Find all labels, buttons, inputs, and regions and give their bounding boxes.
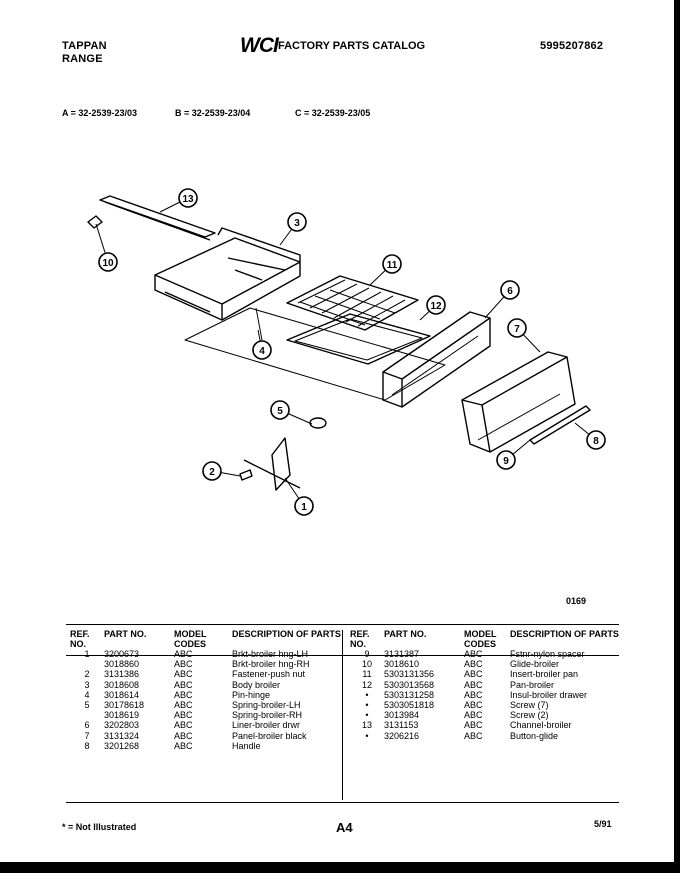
cell-desc: Liner-broiler drwr xyxy=(232,720,301,731)
table-row xyxy=(350,649,620,659)
table-row xyxy=(70,649,342,659)
cell-ref: 5 xyxy=(84,700,90,711)
cell-desc: Spring-broiler-LH xyxy=(232,700,301,711)
callout-label-11: 11 xyxy=(386,260,398,271)
cell-model: ABC xyxy=(464,649,483,659)
col-desc: DESCRIPTION OF PARTS xyxy=(232,629,341,639)
cell-ref: 8 xyxy=(84,740,90,751)
table-row xyxy=(70,741,342,751)
model-b: B = 32-2539-23/04 xyxy=(175,108,251,118)
callout-label-1: 1 xyxy=(301,502,307,513)
callout-label-10: 10 xyxy=(102,258,114,269)
cell-ref xyxy=(70,659,104,669)
cell-desc: Body broiler xyxy=(232,679,281,690)
cell-part: 3206216 xyxy=(384,730,420,741)
cell-ref: 7 xyxy=(84,730,90,741)
cell-part: 3201268 xyxy=(104,740,140,751)
cell-ref: 4 xyxy=(84,689,90,700)
table-row xyxy=(70,690,342,700)
table-row xyxy=(350,700,620,710)
cell-desc: Fstnr-nylon spacer xyxy=(510,649,585,659)
cell-part: 3018610 xyxy=(384,659,420,670)
cell-model: ABC xyxy=(464,730,483,741)
table-row xyxy=(350,690,620,700)
cell-ref: 6 xyxy=(84,720,90,731)
cell-desc: Spring-broiler-RH xyxy=(232,710,303,721)
cell-desc: Pin-hinge xyxy=(232,689,271,700)
model-c: C = 32-2539-23/05 xyxy=(295,108,371,118)
col-part: PART NO. xyxy=(384,629,427,639)
fastener-shape xyxy=(240,470,252,480)
channel-broiler-shape xyxy=(100,196,215,237)
cell-ref: 3 xyxy=(84,679,90,690)
cell-model: ABC xyxy=(174,740,193,751)
cell-model: ABC xyxy=(174,710,193,721)
cell-desc: Button-glide xyxy=(510,730,559,741)
cell-model: ABC xyxy=(174,720,193,731)
callout-label-12: 12 xyxy=(430,301,442,312)
callout-label-9: 9 xyxy=(503,456,509,467)
table-row xyxy=(70,710,342,720)
cell-ref: 13 xyxy=(361,720,372,731)
product-type: RANGE xyxy=(62,53,103,65)
catalog-number: 5995207862 xyxy=(540,40,604,52)
callout-label-6: 6 xyxy=(507,286,513,297)
col-ref: REF. NO. xyxy=(350,629,370,649)
col-model: MODEL CODES xyxy=(464,629,497,649)
table-row xyxy=(350,659,620,669)
cell-desc: Channel-broiler xyxy=(510,720,572,731)
cell-ref xyxy=(70,710,104,720)
cell-desc: Insert-broiler pan xyxy=(510,669,579,680)
cell-model: ABC xyxy=(174,649,193,659)
button-glide-shape xyxy=(88,216,102,228)
page-number: A4 xyxy=(336,820,353,835)
table-row xyxy=(350,680,620,690)
cell-ref: 10 xyxy=(361,659,372,670)
callout-label-3: 3 xyxy=(294,218,300,229)
cell-ref: 11 xyxy=(362,669,372,680)
cell-ref: • xyxy=(365,710,369,721)
cell-desc: Pan-broiler xyxy=(510,679,555,690)
parts-table-right xyxy=(350,629,620,741)
revision-date: 5/91 xyxy=(594,819,612,829)
brand-name: TAPPAN xyxy=(62,40,107,52)
cell-part: 3131386 xyxy=(104,669,140,680)
cell-ref: • xyxy=(365,700,369,711)
insert-broiler-pan-shape xyxy=(287,276,418,330)
table-header-row xyxy=(70,629,342,649)
table-top-rule xyxy=(66,624,619,625)
cell-part: 5303131356 xyxy=(384,669,435,680)
catalog-title: FACTORY PARTS CATALOG xyxy=(278,40,426,52)
cell-part: 3018860 xyxy=(104,659,140,670)
diagram-code: 0169 xyxy=(566,596,587,606)
cell-model: ABC xyxy=(464,669,483,680)
table-row xyxy=(70,680,342,690)
cell-desc: Screw (7) xyxy=(510,700,549,711)
cell-desc: Fastener-push nut xyxy=(232,669,306,680)
cell-desc: Brkt-broiler hng-LH xyxy=(232,649,309,659)
cell-part: 3018614 xyxy=(104,689,140,700)
cell-ref: 12 xyxy=(361,679,372,690)
cell-model: ABC xyxy=(464,720,483,731)
cell-ref: 1 xyxy=(84,649,90,659)
cell-part: 5303051818 xyxy=(384,700,435,711)
cell-model: ABC xyxy=(174,669,193,680)
callout-label-4: 4 xyxy=(259,346,265,357)
cell-ref: 2 xyxy=(84,669,90,680)
table-row xyxy=(350,710,620,720)
table-row xyxy=(70,669,342,679)
cell-part: 3018619 xyxy=(104,710,140,721)
cell-part: 5303013568 xyxy=(384,679,435,690)
cell-desc: Panel-broiler black xyxy=(232,730,307,741)
cell-model: ABC xyxy=(174,679,193,690)
callout-label-5: 5 xyxy=(277,406,283,417)
cell-desc: Brkt-broiler hng-RH xyxy=(232,659,310,670)
cell-part: 3018608 xyxy=(104,679,140,690)
callout-label-7: 7 xyxy=(514,324,520,335)
scan-border-right xyxy=(674,0,680,873)
col-part: PART NO. xyxy=(104,629,147,639)
cell-desc: Screw (2) xyxy=(510,710,549,721)
cell-model: ABC xyxy=(174,659,193,670)
cell-part: 5303131258 xyxy=(384,689,435,700)
cell-part: 3200673 xyxy=(104,649,140,659)
cell-ref: • xyxy=(365,730,369,741)
footnote: * = Not Illustrated xyxy=(62,822,137,832)
cell-model: ABC xyxy=(464,710,483,721)
cell-model: ABC xyxy=(464,689,483,700)
panel-broiler-shape xyxy=(383,312,490,379)
cell-part: 3202803 xyxy=(104,720,140,731)
table-row xyxy=(70,720,342,730)
callout-label-13: 13 xyxy=(182,194,194,205)
cell-part: 3131387 xyxy=(384,649,420,659)
table-header-row xyxy=(350,629,620,649)
cell-part: 3131153 xyxy=(384,720,419,731)
cell-model: ABC xyxy=(174,730,193,741)
cell-desc: Handle xyxy=(232,740,261,751)
table-divider xyxy=(342,630,343,800)
cell-part: 3013984 xyxy=(384,710,420,721)
exploded-parts-diagram xyxy=(0,120,680,570)
cell-ref: • xyxy=(365,689,369,700)
callout-label-2: 2 xyxy=(209,467,215,478)
scan-border-bottom xyxy=(0,862,680,873)
parts-table-left xyxy=(70,629,342,751)
cell-model: ABC xyxy=(174,689,193,700)
table-row xyxy=(70,700,342,710)
table-row xyxy=(350,731,620,741)
callout-label-8: 8 xyxy=(593,436,599,447)
cell-part: 3131324 xyxy=(104,730,140,741)
table-row xyxy=(350,669,620,679)
wci-logo: WCI xyxy=(240,34,278,57)
handle-shape xyxy=(462,352,567,405)
table-bottom-rule xyxy=(66,802,619,803)
cell-part: 30178618 xyxy=(104,700,145,711)
model-a: A = 32-2539-23/03 xyxy=(62,108,137,118)
cell-model: ABC xyxy=(464,700,483,711)
cell-model: ABC xyxy=(464,659,483,670)
col-model: MODEL CODES xyxy=(174,629,207,649)
cell-desc: Insul-broiler drawer xyxy=(510,689,588,700)
col-desc: DESCRIPTION OF PARTS xyxy=(510,629,619,639)
cell-desc: Glide-broiler xyxy=(510,659,560,670)
cell-model: ABC xyxy=(464,679,483,690)
table-row xyxy=(350,720,620,730)
spring-shape xyxy=(310,418,326,428)
table-row xyxy=(70,731,342,741)
cell-ref: 9 xyxy=(364,649,370,659)
col-ref: REF. NO. xyxy=(70,629,90,649)
cell-model: ABC xyxy=(174,700,193,711)
table-row xyxy=(70,659,342,669)
